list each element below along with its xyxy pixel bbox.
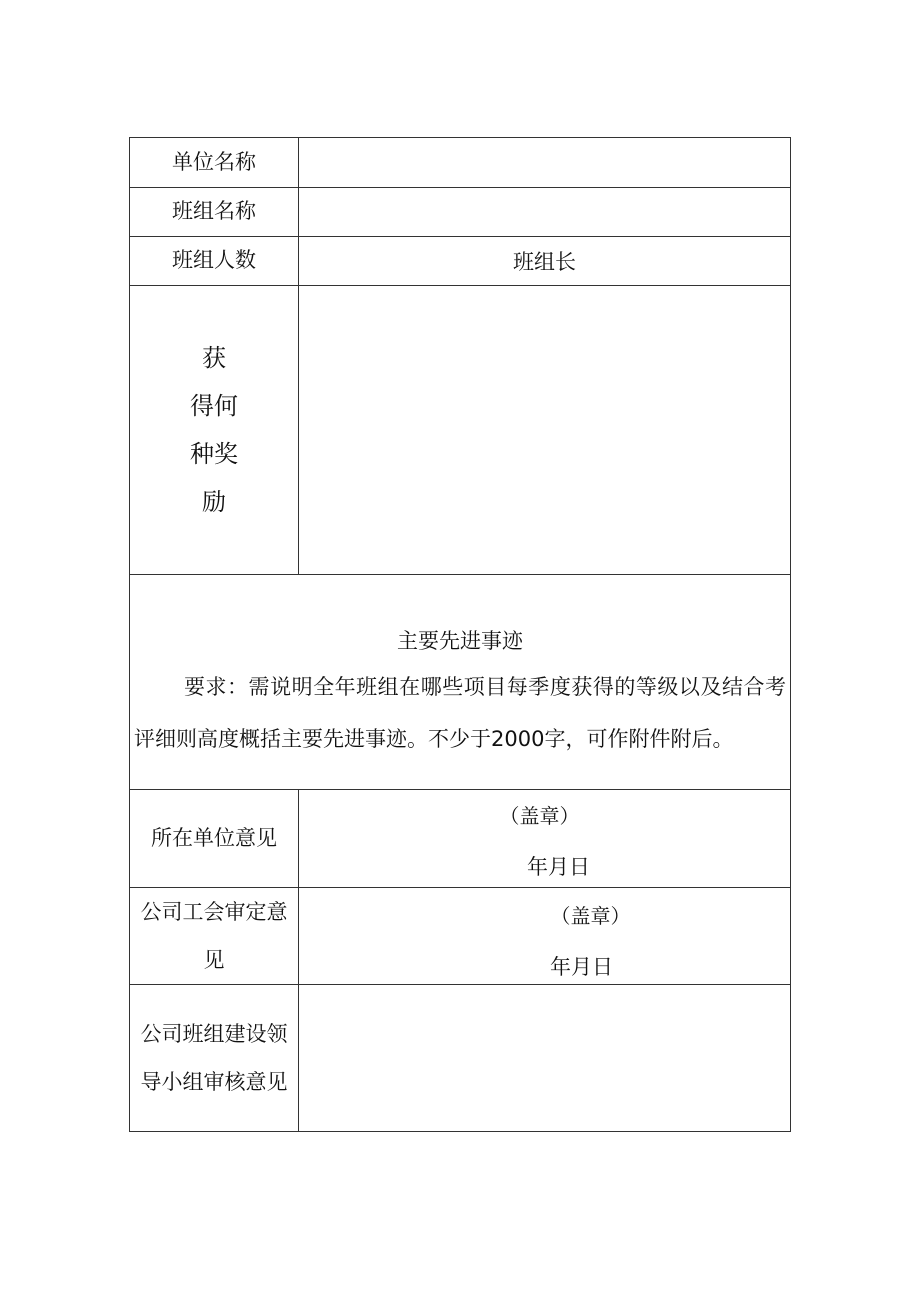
team-award-form (129, 137, 791, 1132)
team-name-label: 班组名称 (130, 188, 299, 237)
award-label-line: 得何 (190, 392, 238, 420)
union-opinion-label (130, 888, 299, 985)
union-opinion-label-line: 公司工会审定意 (140, 900, 288, 924)
union-opinion-seal: （盖章） (550, 904, 631, 928)
row-leadership-opinion (130, 985, 791, 1132)
row-team-size (130, 237, 791, 286)
unit-name-field[interactable] (299, 138, 791, 188)
award-label-line: 获 (202, 344, 226, 372)
unit-opinion-field[interactable] (299, 790, 791, 888)
award-label-line: 种奖 (190, 440, 238, 468)
leadership-opinion-label-line: 导小组审核意见 (140, 1070, 288, 1094)
row-unit-name (130, 138, 791, 188)
award-field[interactable] (299, 286, 791, 575)
team-size-label: 班组人数 (130, 237, 299, 286)
unit-opinion-date: 年月日 (527, 855, 590, 879)
leadership-opinion-label (130, 985, 299, 1132)
row-union-opinion (130, 888, 791, 985)
row-team-name (130, 188, 791, 237)
union-opinion-label-line: 见 (203, 948, 225, 972)
leadership-opinion-field[interactable] (299, 985, 791, 1132)
team-leader-label: 班组长 (299, 237, 791, 286)
team-name-field[interactable] (299, 188, 791, 237)
deeds-requirement: 要求：需说明全年班组在哪些项目每季度获得的等级以及结合考评细则高度概括主要先进事迹。不少于2000字，可作附件附后。 (134, 675, 786, 751)
row-awards (130, 286, 791, 575)
row-unit-opinion (130, 790, 791, 888)
deeds-cell[interactable] (130, 575, 791, 790)
deeds-title: 主要先进事迹 (397, 629, 523, 653)
leadership-opinion-label-line: 公司班组建设领 (140, 1022, 288, 1046)
union-opinion-date: 年月日 (550, 955, 613, 979)
award-label (130, 286, 299, 575)
unit-opinion-label: 所在单位意见 (130, 790, 299, 888)
union-opinion-field[interactable] (299, 888, 791, 985)
unit-opinion-seal: （盖章） (499, 804, 580, 828)
award-label-line: 励 (202, 488, 226, 516)
unit-name-label: 单位名称 (130, 138, 299, 188)
row-deeds (130, 575, 791, 790)
